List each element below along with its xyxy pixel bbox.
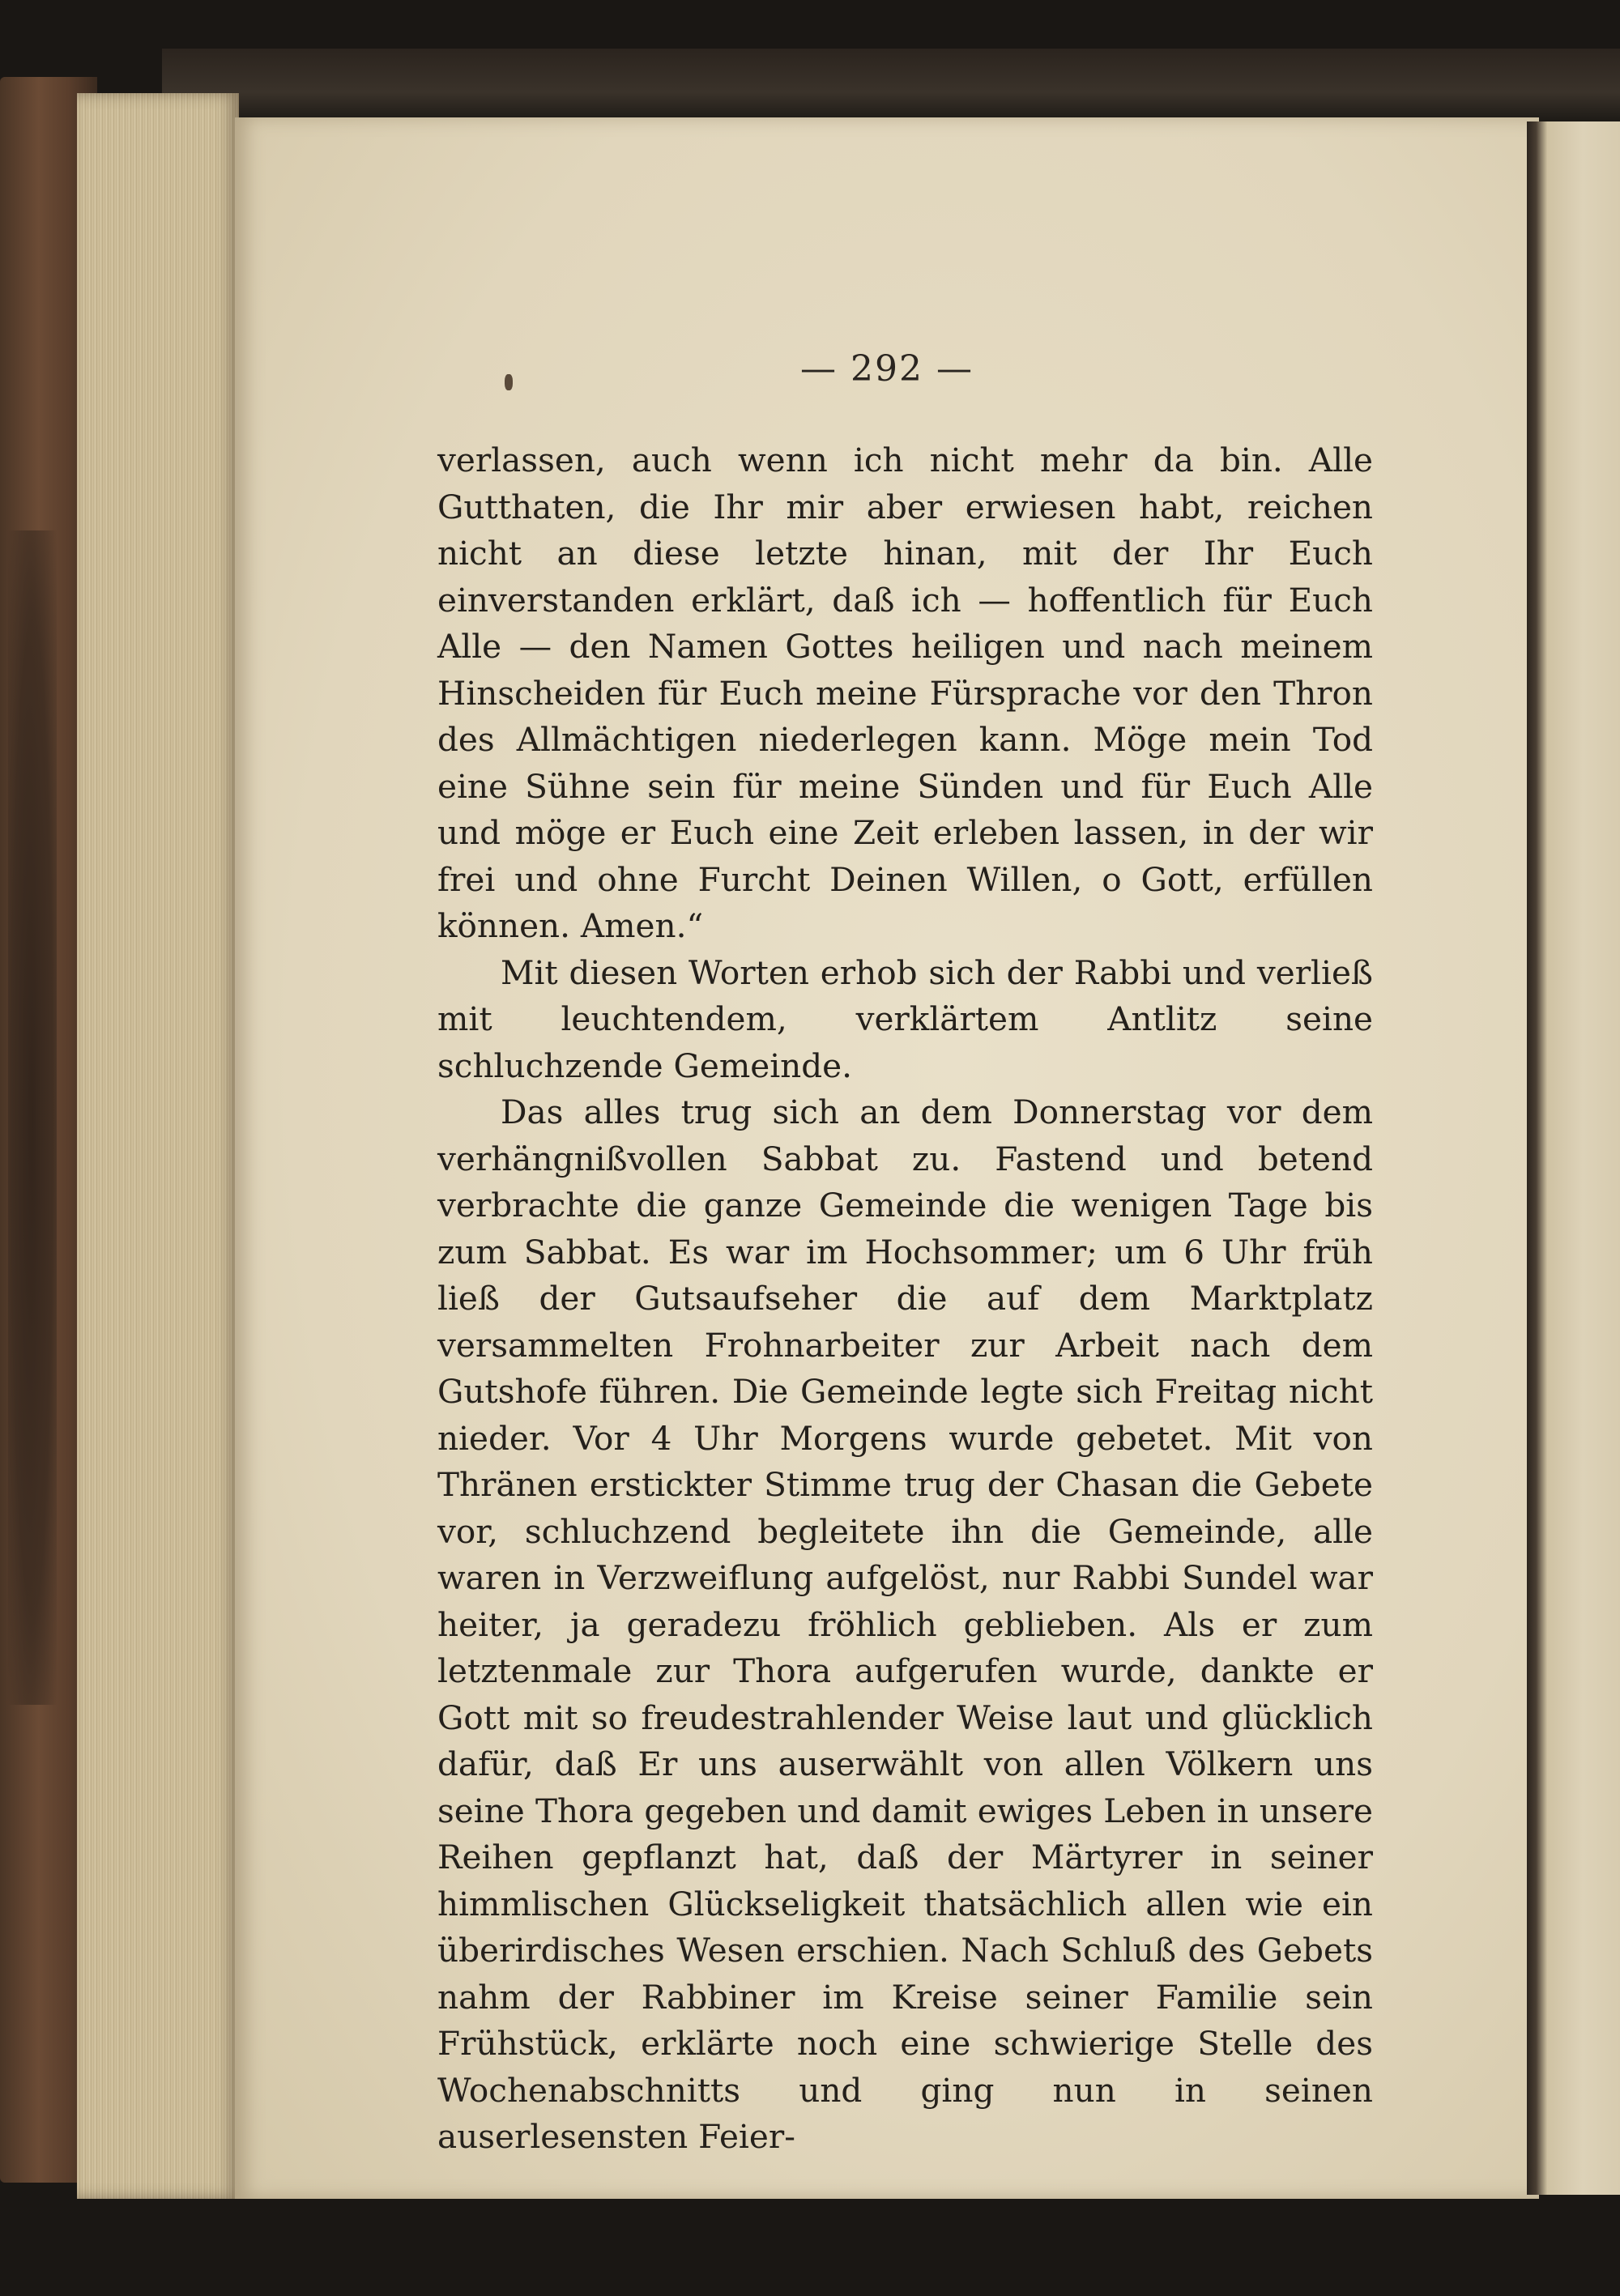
body-text — [437, 437, 1373, 2161]
page-edges — [77, 93, 239, 2199]
top-shadow — [162, 49, 1620, 121]
paragraph: Mit diesen Worten erhob sich der Rabbi und verließ mit leuchtendem, verklärtem Antlitz seine schluchzende Gemeinde. — [437, 952, 1373, 1085]
paragraph: verlassen, auch wenn ich nicht mehr da bin. Alle Gutthaten, die Ihr mir aber erwiesen habt, reichen nicht an diese letzte hinan, mit der Ihr Euch einverstanden erklärt, daß ich — hoffentlich für Euch Alle — den Namen Gottes heiligen und nach meinem Hinscheiden für Euch meine Fürsprache vor den Thron des Allmächtigen niederlegen kann. Möge mein Tod eine Sühne sein für meine Sünden und für Euch Alle und möge er Euch eine Zeit erleben lassen, in der wir frei und ohne Furcht Deinen Willen, o Gott, erfüllen können. Amen.“ — [437, 441, 1373, 945]
paragraph: Das alles trug sich an dem Donnerstag vor dem verhängnißvollen Sabbat zu. Fastend und betend verbrachte die ganze Gemeinde die wenigen Tage bis zum Sabbat. Es war im Hochsommer; um 6 Uhr früh ließ der Gutsaufseher die auf dem Marktplatz versammelten Frohnarbeiter zur Arbeit nach dem Gutshofe führen. Die Gemeinde legte sich Freitag nicht nieder. Vor 4 Uhr Morgens wurde gebetet. Mit von Thränen erstickter Stimme trug der Chasan die Gebete vor, schluchzend begleitete ihn die Gemeinde, alle waren in Verzweiflung aufgelöst, nur Rabbi Sundel war heiter, ja geradezu fröhlich geblieben. Als er zum letztenmale zur Thora aufgerufen wurde, dankte er Gott mit so freudestrahlender Weise laut und glücklich dafür, daß Er uns auserwählt von allen Völkern uns seine Thora gegeben und damit ewiges Leben in unsere Reihen gepflanzt hat, daß der Märtyrer in seiner himmlischen Glückseligkeit thatsächlich allen wie ein überirdisches Wesen erschien. Nach Schluß des Gebets nahm der Rabbiner im Kreise seiner Familie sein Frühstück, erklärte noch eine schwierige Stelle des Wochenabschnitts und ging nun in seinen auserlesensten Feier- — [437, 1093, 1373, 2156]
page-number: — 292 — — [800, 348, 974, 390]
cover-wear — [8, 530, 57, 1705]
facing-page-edge — [1527, 121, 1620, 2195]
